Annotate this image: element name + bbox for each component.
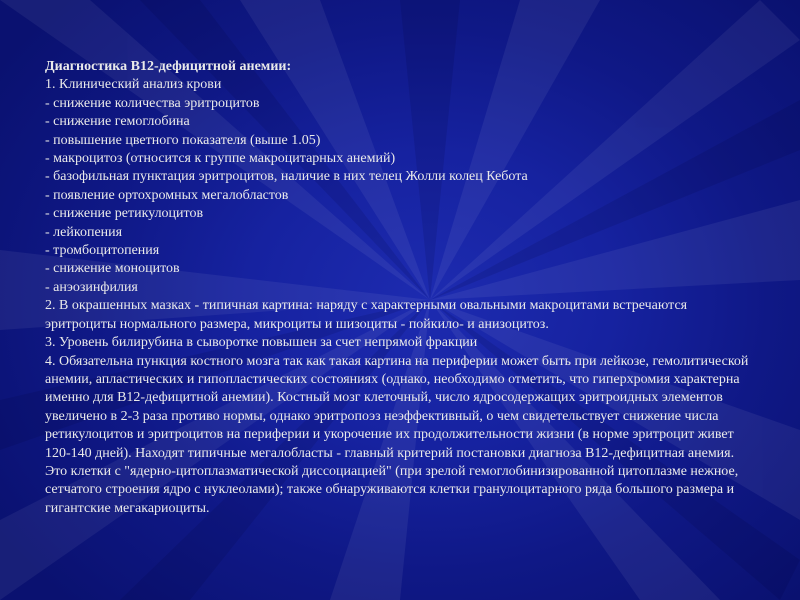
list-item: - повышение цветного показателя (выше 1.05) [45,132,321,148]
list-item: - снижение ретикулоцитов [45,206,204,222]
list-item: - тромбоцитопения [45,243,160,259]
list-item: - снижение моноцитов [45,261,180,277]
slide-title: Диагностика B12-дефицитной анемии: [45,59,292,74]
list-item: - снижение гемоглобина [45,114,190,130]
paragraph-bone-marrow: 4. Обязательна пункция костного мозга так как такая картина на периферии может быть при лейкозе, гемолитической анемии, апластических и гипопластических состояниях (однако, необходимо отметить, что гиперхромия характерна именно для B12-дефицитной анемии). Костный мозг клеточный, число ядросодержащих эритроидных элементов увеличено в 2-3 раза противо нормы, однако эритропоэз неэффективный, о чем свидетельствует снижение числа ретикулоцитов и эритроцитов на периферии и укорочение их продолжительности жизни (в норме эритроцит живет 120-140 дней). Находят типичные мегалобласты - главный критерий постановки диагноза B12-дефицитная анемия. Это клетки с "ядерно-цитоплазматической диссоциацией" (при зрелой гемоглобинизированной цитоплазме нежное, сетчатого строения ядро с нуклеолами); также обнаруживаются клетки гранулоцитарного ряда большого размера и гигантские мегакариоциты. [45,353,749,516]
list-item: 1. Клинический анализ крови [45,77,222,93]
list-item: - лейкопения [45,224,123,240]
paragraph-smears: 2. В окрашенных мазках - типичная картина: наряду с характерными овальными макроцитами встречаются эритроциты нормального размера, микроциты и шизоциты - пойкило- и анизоцитоз. [45,298,688,332]
slide-content [45,58,765,518]
paragraph-bilirubin: 3. Уровень билирубина в сыворотке повышен за счет непрямой фракции [45,335,478,351]
list-item: - макроцитоз (относится к группе макроцитарных анемий) [45,151,396,167]
list-item: - снижение количества эритроцитов [45,95,260,111]
list-item: - появление ортохромных мегалобластов [45,187,289,203]
list-item: - базофильная пунктация эритроцитов, наличие в них телец Жолли колец Кебота [45,169,528,185]
list-item: - анэозинфилия [45,279,138,295]
